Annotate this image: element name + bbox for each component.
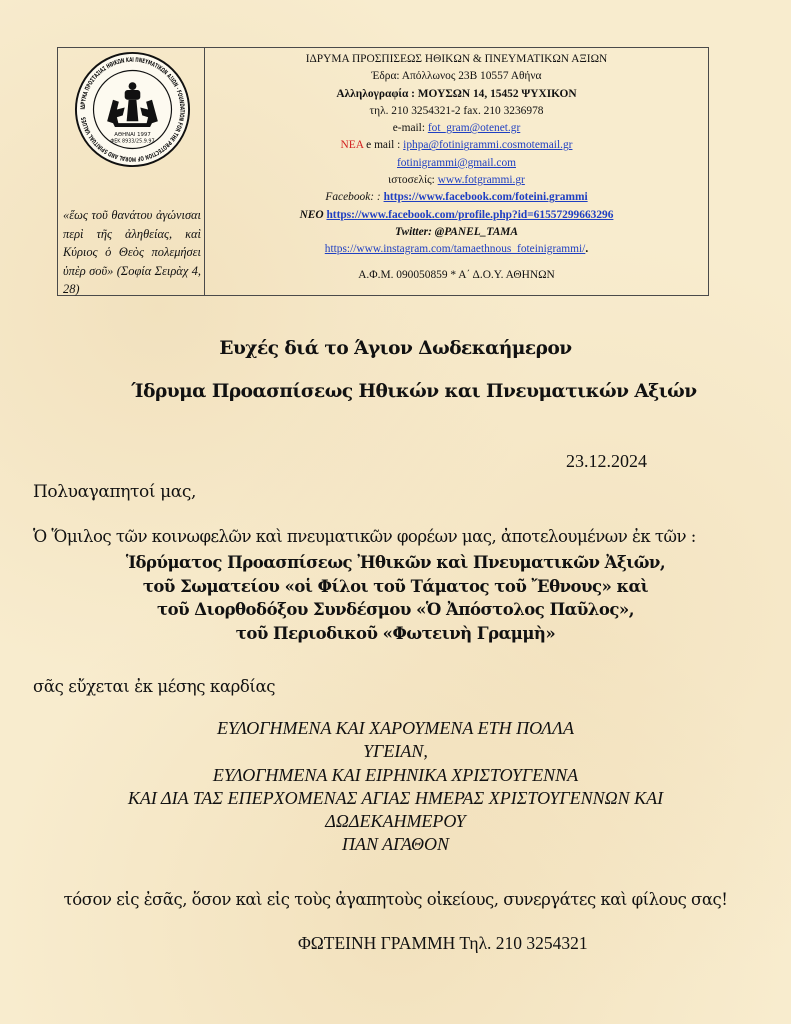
foundation-seal-logo: [74, 51, 191, 168]
facebook-new-row: [205, 207, 708, 224]
intro-paragraph: Ὁ Ὅμιλος τῶν κοινωφελῶν καὶ πνευματικῶν φορέων μας, ἀποτελουμένων ἐκ τῶν :: [33, 527, 696, 546]
phone-fax: τηλ. 210 3254321-2 fax. 210 3236978: [369, 104, 544, 117]
new-badge: ΝΕΑ: [340, 139, 364, 152]
website-link[interactable]: www.fotgrammi.gr: [437, 174, 525, 187]
email-row: [205, 120, 708, 137]
letterhead-left-cell: [58, 48, 205, 295]
facebook-label: Facebook: :: [325, 191, 384, 204]
letter-title: Ευχές διά το Άγιον Δωδεκαήμερον: [219, 338, 572, 359]
email-link[interactable]: fot_gram@otenet.gr: [427, 122, 521, 135]
instagram-suffix: .: [585, 243, 589, 256]
new-email-link-1[interactable]: iphpa@fotinigrammi.cosmotemail.gr: [403, 139, 573, 152]
greeting-line: ΥΓΕΙΑΝ,: [363, 741, 428, 762]
organization-line: τοῦ Σωματείου «οἱ Φίλοι τοῦ Τάματος τοῦ Ἔθνους» καὶ: [142, 576, 649, 596]
website-label: ιστοσελίς:: [388, 174, 438, 187]
salutation: Πολυαγαπητοί μας,: [33, 482, 197, 502]
new-email-row-2: [205, 155, 708, 172]
letterhead-contact-cell: [205, 48, 708, 295]
greeting-line: ΕΥΛΟΓΗΜΕΝΑ ΚΑΙ ΧΑΡΟΥΜΕΝΑ ΕΤΗ ΠΟΛΛΑ: [216, 718, 575, 738]
instagram-link[interactable]: https://www.instagram.com/tamaethnous_foteinigrammi/: [324, 243, 586, 256]
twitter-handle[interactable]: @PANEL_TAMA: [434, 225, 519, 238]
org-name: ΙΔΡΥΜΑ ΠΡΟΣΠΙΣΕΩΣ ΗΘΙΚΩΝ & ΠΝΕΥΜΑΤΙΚΩΝ ΑΞΙΩΝ: [305, 53, 608, 65]
mail-address: Αλληλογραφία : ΜΟΥΣΩΝ 14, 15452 ΨΥΧΙΚΟΝ: [336, 87, 577, 100]
organizations-list: [0, 551, 791, 645]
facebook-link[interactable]: https://www.facebook.com/foteini.grammi: [383, 191, 588, 204]
letter-subtitle: Ίδρυμα Προασπίσεως Ηθικών και Πνευματικών Αξιών: [131, 381, 697, 402]
motto-quote: «ἕως τοῦ θανάτου ἀγώνισαι περὶ τῆς ἀληθείας, καὶ Κύριος ὁ Θεὸς πολεμήσει ὑπὲρ σοῦ» (Σοφία Σειρὰχ 4, 28): [63, 208, 201, 296]
greeting-line: ΚΑΙ ΔΙΑ ΤΑΣ ΕΠΕΡΧΟΜΕΝΑΣ ΑΓΙΑΣ ΗΜΕΡΑΣ ΧΡΙΣΤΟΥΓΕΝΝΩΝ ΚΑΙ: [127, 787, 664, 808]
new-email-row: [205, 137, 708, 154]
facebook-row: [205, 189, 708, 206]
twitter-label: Twitter:: [394, 225, 435, 238]
organization-line: τοῦ Διορθοδόξου Συνδέσμου «Ὁ Ἀπόστολος Παῦλος»,: [156, 600, 634, 619]
facebook-new-link[interactable]: https://www.facebook.com/profile.php?id=61557299663296: [326, 208, 614, 221]
greeting-line: ΕΥΛΟΓΗΜΕΝΑ ΚΑΙ ΕΙΡΗΝΙΚΑ ΧΡΙΣΤΟΥΓΕΝΝΑ: [212, 764, 579, 785]
letter-date: 23.12.2024: [566, 451, 647, 471]
wish-intro: σᾶς εὔχεται ἐκ μέσης καρδίας: [33, 677, 276, 696]
seal-fek-text: ΦΕΚ 8933/25.9.97: [110, 138, 155, 145]
letterhead: [57, 47, 709, 296]
new-email-link-2[interactable]: fotinigrammi@gmail.com: [397, 156, 516, 169]
signature: ΦΩΤΕΙΝΗ ΓΡΑΜΜΗ Τηλ. 210 3254321: [298, 933, 588, 953]
holiday-greetings: [0, 717, 791, 857]
instagram-row: [205, 241, 708, 258]
greeting-line: ΔΩΔΕΚΑΗΜΕΡΟΥ: [325, 811, 466, 832]
facebook-new-label: ΝΕΟ: [299, 208, 327, 221]
new-email-label: e mail :: [363, 139, 404, 152]
tax-id: Α.Φ.Μ. 090050859 * Α΄ Δ.Ο.Υ. ΑΘΗΝΩΝ: [358, 268, 555, 281]
website-row: [205, 172, 708, 189]
greeting-line: ΠΑΝ ΑΓΑΘΟΝ: [341, 834, 450, 855]
twitter-row: [205, 224, 708, 241]
closing-line: τόσον εἰς ἐσᾶς, ὅσον καὶ εἰς τοὺς ἀγαπητοὺς οἰκείους, συνεργάτες καὶ φίλους σας!: [63, 890, 728, 909]
seal-ring-text: ΙΔΡΥΜΑ ΠΡΟΣΤΑΣΙΑΣ ΗΘΙΚΩΝ ΚΑΙ ΠΝΕΥΜΑΤΙΚΩΝ ΑΞΙΩΝ · FOUNDATION FOR THE PROTECTION OF MORAL AND SPIRITUAL VALUES: [79, 56, 186, 163]
org-address: Έδρα: Απόλλωνος 23Β 10557 Αθήνα: [371, 70, 542, 83]
organization-line: Ἱδρύματος Προασπίσεως Ἠθικῶν καὶ Πνευματικῶν Ἀξιῶν,: [125, 553, 666, 572]
email-label: e-mail:: [392, 122, 428, 135]
seal-year-text: ΑΘΗΝΑΙ 1997: [114, 131, 151, 138]
organization-line: τοῦ Περιοδικοῦ «Φωτεινὴ Γραμμὴ»: [235, 623, 556, 643]
